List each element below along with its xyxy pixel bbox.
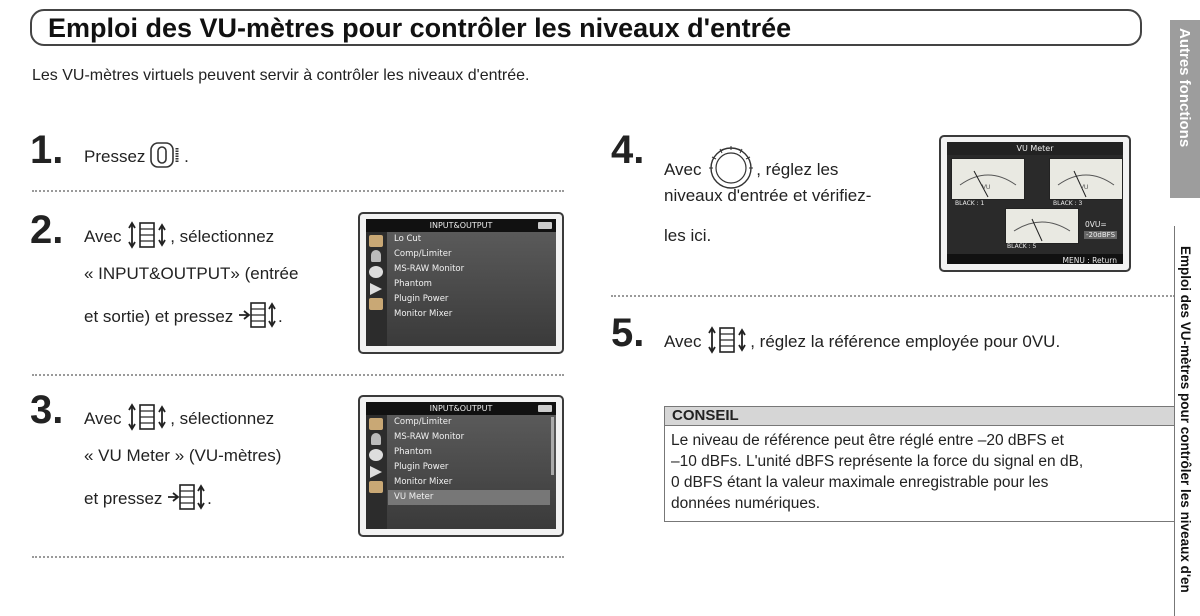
tip-line: Le niveau de référence peut être réglé entre –20 dBFS et	[671, 432, 1064, 449]
step-3-line-1: Avec , sélectionnez	[84, 402, 274, 437]
menu-item: Monitor Mixer	[394, 309, 453, 319]
step-2-line-1: Avec , sélectionnez	[84, 220, 274, 255]
vu-scale-label: VU	[1080, 185, 1089, 191]
play-icon	[369, 465, 383, 477]
step-1-number: 1.	[30, 128, 64, 172]
step-1-pre: Pressez	[84, 146, 146, 166]
vu-ref-value: -20dBFS	[1086, 231, 1116, 239]
vu-center-label: BLACK : 5	[1007, 243, 1037, 250]
divider	[32, 374, 564, 376]
menu-button-icon	[150, 142, 184, 173]
vu-scale-label: VU	[982, 185, 991, 191]
divider	[32, 190, 564, 192]
tip-line: données numériques.	[671, 495, 821, 512]
circle-icon	[369, 266, 383, 278]
menu-item-selected: VU Meter	[388, 490, 550, 505]
step-3-number: 3.	[30, 388, 64, 432]
tip-line: 0 dBFS étant la valeur maximale enregistrable pour les	[671, 474, 1049, 491]
menu-item: Phantom	[394, 447, 432, 457]
play-icon	[369, 282, 383, 294]
section-tab	[1170, 20, 1200, 198]
mic-icon	[371, 250, 381, 262]
battery-icon	[538, 405, 552, 412]
step-4-line-1: Avec , réglez les	[664, 145, 838, 196]
menu-item: Comp/Limiter	[394, 249, 452, 259]
tools-icon	[369, 481, 383, 493]
menu-item: Lo Cut	[394, 234, 422, 244]
vu-left-label: BLACK : 1	[955, 200, 985, 207]
folder-icon	[369, 418, 383, 430]
folder-icon	[369, 235, 383, 247]
circle-icon	[369, 449, 383, 461]
tip-heading: CONSEIL	[665, 407, 1174, 426]
step-3-line-2: « VU Meter » (VU-mètres)	[84, 446, 282, 465]
press-switch-icon	[167, 484, 207, 515]
menu-item: Monitor Mixer	[394, 477, 453, 487]
battery-icon	[538, 222, 552, 229]
tools-icon	[369, 298, 383, 310]
screen-icon-column	[366, 415, 387, 529]
page-title: Emploi des VU-mètres pour contrôler les niveaux d'entrée	[48, 13, 792, 43]
press-switch-icon	[238, 302, 278, 333]
tip-box	[664, 406, 1175, 522]
scroll-switch-icon	[126, 402, 170, 437]
scroll-switch-icon	[706, 325, 750, 360]
menu-item: Plugin Power	[394, 294, 449, 304]
step-4-line-3: les ici.	[664, 226, 712, 245]
screen-menu-list	[388, 415, 550, 505]
step-1-text	[84, 142, 189, 173]
step-3-line-3: et pressez .	[84, 484, 212, 515]
vu-right-label: BLACK : 3	[1053, 200, 1083, 207]
divider	[611, 295, 1175, 297]
scrollbar	[551, 417, 554, 475]
screen-vu-meter	[939, 135, 1131, 272]
menu-item: Plugin Power	[394, 462, 449, 472]
chapter-tab-label: Emploi des VU-mètres pour contrôler les niveaux d'en	[1178, 246, 1193, 593]
divider	[32, 556, 564, 558]
menu-item: Phantom	[394, 279, 432, 289]
intro-text: Les VU-mètres virtuels peuvent servir à contrôler les niveaux d'entrée.	[32, 67, 530, 84]
screen-menu-list	[388, 232, 550, 322]
chapter-tab	[1174, 226, 1200, 616]
step-2-line-2: « INPUT&OUTPUT» (entrée	[84, 264, 299, 283]
step-2-line-3: et sortie) et pressez .	[84, 302, 283, 333]
screen-header: INPUT&OUTPUT	[366, 219, 556, 232]
vu-meter-left	[951, 158, 1025, 200]
step-4-number: 4.	[611, 128, 645, 172]
step-5-line-1: Avec , réglez la référence employée pour 0VU.	[664, 325, 1060, 360]
menu-item: MS-RAW Monitor	[394, 432, 465, 442]
menu-item: Comp/Limiter	[394, 417, 452, 427]
vu-footer: MENU : Return	[947, 254, 1123, 264]
step-4-line-2: niveaux d'entrée et vérifiez-	[664, 186, 872, 205]
vu-meter-center	[1005, 208, 1079, 244]
section-tab-label: Autres fonctions	[1176, 28, 1193, 148]
screen-icon-column	[366, 232, 387, 346]
step-1-post: .	[184, 146, 189, 166]
vu-meter-right	[1049, 158, 1123, 200]
screen-header: INPUT&OUTPUT	[366, 402, 556, 415]
tip-line: –10 dBFs. L'unité dBFS représente la force du signal en dB,	[671, 453, 1084, 470]
vu-ref-label: 0VU=	[1085, 220, 1107, 229]
menu-item: MS-RAW Monitor	[394, 264, 465, 274]
screen-header: VU Meter	[947, 142, 1123, 155]
step-2-number: 2.	[30, 208, 64, 252]
mic-icon	[371, 433, 381, 445]
screen-input-output-1	[358, 212, 564, 354]
step-5-number: 5.	[611, 311, 645, 355]
scroll-switch-icon	[126, 220, 170, 255]
screen-input-output-2	[358, 395, 564, 537]
